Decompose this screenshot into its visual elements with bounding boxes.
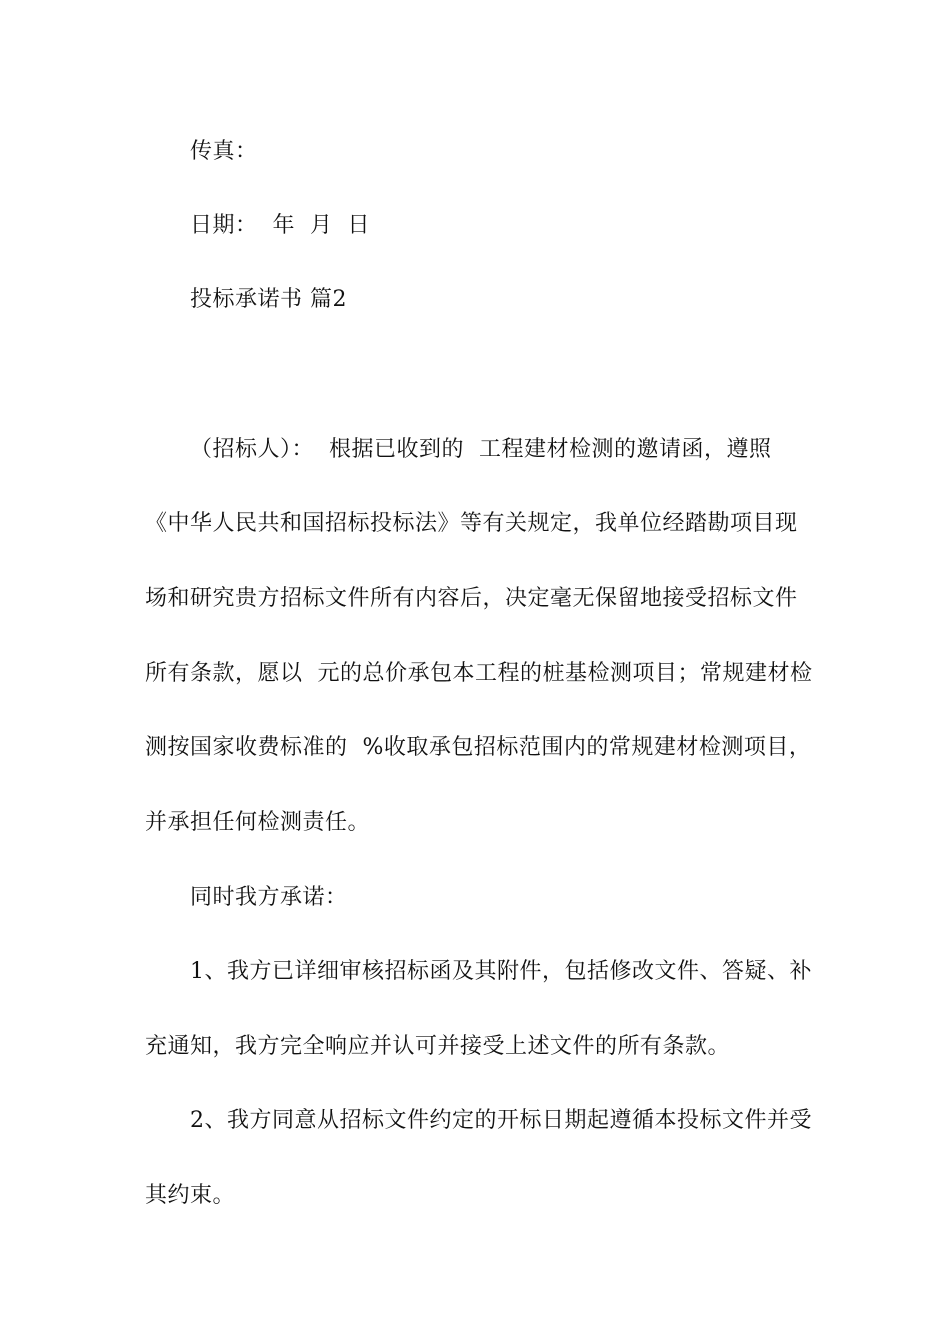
section-title: 投标承诺书 篇2 <box>190 287 347 312</box>
body-line: 测按国家收费标准的 %收取承包招标范围内的常规建材检测项目， <box>145 735 812 760</box>
commitment-intro: 同时我方承诺： <box>190 885 348 910</box>
body-line: 并承担任何检测责任。 <box>145 810 371 835</box>
commitment-item-1-continued: 充通知，我方完全响应并认可并接受上述文件的所有条款。 <box>145 1034 731 1059</box>
body-line: （招标人）： 根据已收到的 工程建材检测的邀请函，遵照 <box>190 437 772 462</box>
body-line: 场和研究贵方招标文件所有内容后，决定毫无保留地接受招标文件 <box>145 586 798 611</box>
body-line: 《中华人民共和国招标投标法》等有关规定，我单位经踏勘项目现 <box>145 511 798 536</box>
commitment-item-1: 1、我方已详细审核招标函及其附件，包括修改文件、答疑、补 <box>190 959 812 984</box>
body-line: 所有条款，愿以 元的总价承包本工程的桩基检测项目；常规建材检 <box>145 661 813 686</box>
fax-label: 传真： <box>190 139 258 164</box>
date-line: 日期： 年 月 日 <box>190 213 370 238</box>
commitment-item-2: 2、我方同意从招标文件约定的开标日期起遵循本投标文件并受 <box>190 1108 812 1133</box>
commitment-item-2-continued: 其约束。 <box>145 1183 236 1208</box>
